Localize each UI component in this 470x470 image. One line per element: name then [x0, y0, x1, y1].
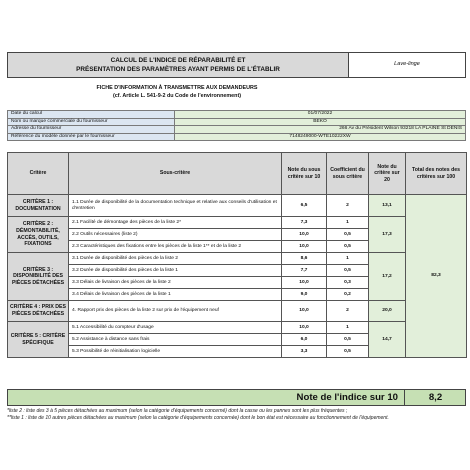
- subcriterion-coef: 1: [327, 217, 369, 229]
- criterion-score: 20,0: [369, 301, 406, 322]
- subcriterion-label: 1.1 Durée de disponibilité de la documentation technique et relative aux conseils d'utilisation et d'entretien: [69, 195, 282, 217]
- subcriterion-label: 2.3 Caractéristiques des fixations entre les pièces de la liste 1** et de la liste 2: [69, 241, 282, 253]
- final-score-value: 8,2: [404, 390, 466, 405]
- final-score-bar: [7, 389, 466, 406]
- info-label: Référence du modèle donnée par le fournisseur: [8, 133, 175, 141]
- subcriterion-label: 2.1 Facilité de démontage des pièces de la liste 2*: [69, 217, 282, 229]
- subcriterion-coef: 2: [327, 195, 369, 217]
- footnote-2: **liste 1 : liste de 10 autres pièces détachées au maximum (selon la catégorie d'équipements concernée) dont le bon état est nécessaire au fonctionnement de l'équipement.: [7, 415, 389, 422]
- subtitle-line-1: FICHE D'INFORMATION À TRANSMETTRE AUX DEMANDEURS: [96, 85, 258, 91]
- subcriterion-note: 7,7: [282, 265, 327, 277]
- info-row-date: [8, 111, 466, 119]
- subcriterion-note: 10,0: [282, 277, 327, 289]
- title-line-1: CALCUL DE L'INDICE DE RÉPARABILITÉ ET: [110, 57, 246, 64]
- header-note-sous: Note du sous critère sur 10: [282, 153, 327, 195]
- info-row-address: [8, 126, 466, 134]
- subcriterion-label: 5.2 Assistance à distance sans frais: [69, 334, 282, 346]
- criterion-name: CRITÈRE 3 : DISPONIBILITÉ DES PIÈCES DÉTACHÉES: [8, 253, 69, 301]
- info-label: Nom ou marque commerciale du fournisseur: [8, 118, 175, 126]
- subcriterion-label: 3.1 Durée de disponibilité des pièces de la liste 2: [69, 253, 282, 265]
- header-total: Total des notes des critères sur 100: [406, 153, 467, 195]
- header-critere: Critère: [8, 153, 69, 195]
- subcriterion-note: 10,0: [282, 322, 327, 334]
- footnote-1: *liste 2 : liste des 3 à 5 pièces détachées au maximum (selon la catégorie d'équipements concerné) dont la casse ou les pannes sont les plus fréquentes ;: [7, 408, 348, 414]
- subcriterion-coef: 0,5: [327, 241, 369, 253]
- subcriterion-label: 3.4 Délais de livraison des pièces de la liste 1: [69, 289, 282, 301]
- document-header: [7, 52, 466, 78]
- subcriterion-coef: 2: [327, 301, 369, 322]
- criterion-name: CRITÈRE 1 : DOCUMENTATION: [8, 195, 69, 217]
- info-value: 7148249000-WTE10222XW: [175, 133, 466, 141]
- subcriterion-note: 3,3: [282, 346, 327, 358]
- subcriterion-coef: 0,5: [327, 346, 369, 358]
- subcriterion-coef: 0,2: [327, 289, 369, 301]
- subcriterion-label: 4. Rapport prix des pièces de la liste 2 sur prix de l'équipement neuf: [69, 301, 282, 322]
- info-value: 01/07/2022: [175, 111, 466, 119]
- table-row: [8, 253, 467, 265]
- table-header-row: [8, 153, 467, 195]
- subtitle-line-2: (cf. Article L. 541-9-2 du Code de l'environnement): [112, 92, 242, 99]
- criterion-score: 13,1: [369, 195, 406, 217]
- subcriterion-coef: 1: [327, 253, 369, 265]
- subcriterion-note: 10,0: [282, 229, 327, 241]
- subcriterion-coef: 1: [327, 322, 369, 334]
- info-value: BEKO: [175, 118, 466, 126]
- subcriterion-note: 9,0: [282, 289, 327, 301]
- criterion-score: 14,7: [369, 322, 406, 358]
- subcriterion-note: 8,6: [282, 253, 327, 265]
- criterion-name: CRITÈRE 4 : PRIX DES PIÈCES DÉTACHÉES: [8, 301, 69, 322]
- subcriterion-note: 10,0: [282, 241, 327, 253]
- table-row: [8, 217, 467, 229]
- info-value: 266 Av du Président Wilson 93218 LA PLAINE St DENIS: [175, 126, 466, 134]
- subcriterion-coef: 0,5: [327, 229, 369, 241]
- info-label: Date du calcul: [8, 111, 175, 119]
- info-label: Adresse du fournisseur: [8, 126, 175, 134]
- header-sous-critere: Sous-critère: [69, 153, 282, 195]
- table-row: [8, 195, 467, 217]
- supplier-info-table: [7, 110, 466, 141]
- criterion-name: CRITÈRE 5 : CRITÈRE SPÉCIFIQUE: [8, 322, 69, 358]
- subcriterion-note: 7,3: [282, 217, 327, 229]
- subcriterion-coef: 0,3: [327, 277, 369, 289]
- subcriterion-label: 3.2 Durée de disponibilité des pièces de la liste 1: [69, 265, 282, 277]
- subcriterion-note: 10,0: [282, 301, 327, 322]
- table-row: [8, 322, 467, 334]
- subcriterion-label: 3.3 Délais de livraison des pièces de la liste 2: [69, 277, 282, 289]
- subcriterion-coef: 0,5: [327, 334, 369, 346]
- document-subtitle: [7, 85, 347, 100]
- footnotes: [7, 408, 469, 422]
- document-title: [8, 53, 349, 77]
- final-score-label: Note de l'indice sur 10: [296, 392, 398, 403]
- criterion-score: 17,2: [369, 253, 406, 301]
- criterion-score: 17,3: [369, 217, 406, 253]
- header-coef: Coefficient du sous critère: [327, 153, 369, 195]
- product-type: Lave-linge: [349, 53, 465, 77]
- total-score: 82,3: [406, 195, 467, 358]
- info-row-model: [8, 133, 466, 141]
- criterion-name: CRITÈRE 2 : DÉMONTABILITÉ, ACCÈS, OUTILS, FIXATIONS: [8, 217, 69, 253]
- subcriterion-label: 5.3 Possibilité de réinitialisation logicielle: [69, 346, 282, 358]
- subcriterion-label: 5.1 Accessibilité du compteur d'usage: [69, 322, 282, 334]
- subcriterion-coef: 0,5: [327, 265, 369, 277]
- title-line-2: PRÉSENTATION DES PARAMÈTRES AYANT PERMIS DE L'ÉTABLIR: [76, 66, 280, 73]
- info-row-brand: [8, 118, 466, 126]
- subcriterion-label: 2.2 Outils nécessaires (liste 2): [69, 229, 282, 241]
- subcriterion-note: 6,5: [282, 195, 327, 217]
- table-row: [8, 301, 467, 322]
- score-table: [7, 152, 467, 358]
- subcriterion-note: 6,0: [282, 334, 327, 346]
- header-note-crit: Note du critère sur 20: [369, 153, 406, 195]
